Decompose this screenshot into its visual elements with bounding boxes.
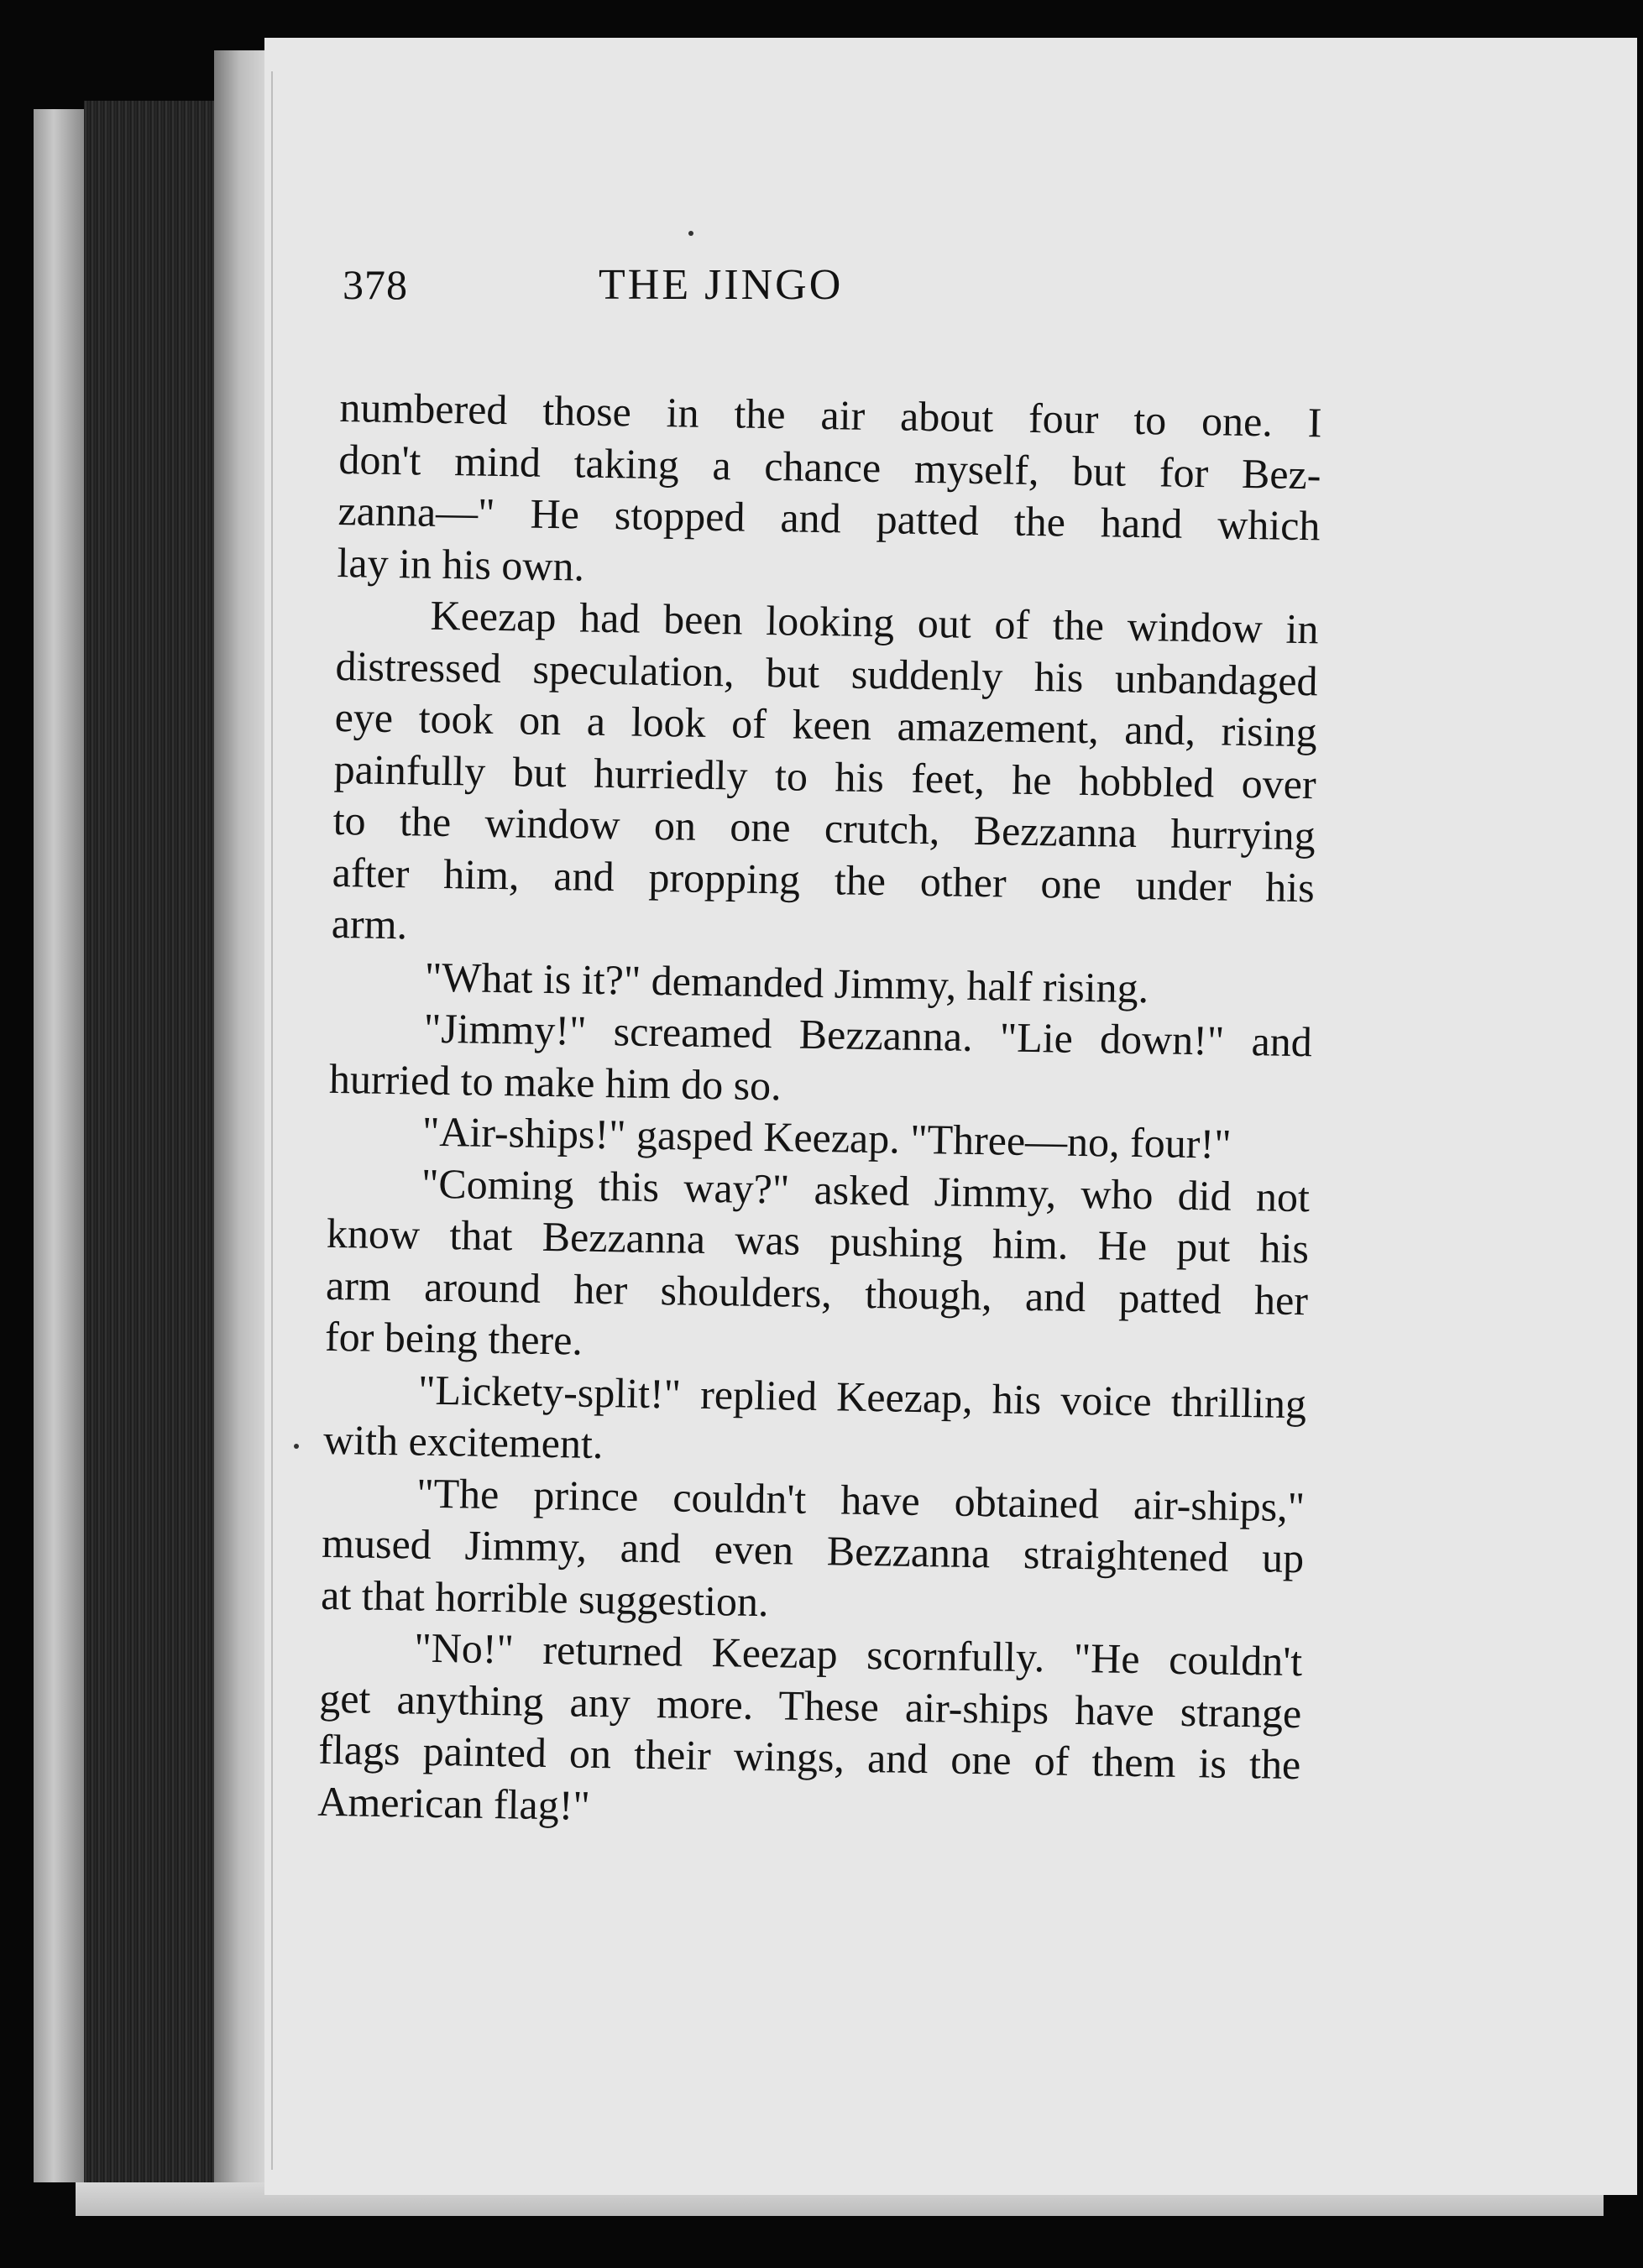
text-line: distressed speculation, but suddenly his unbandaged <box>335 641 1318 704</box>
text-line: numbered those in the air about four to one. I <box>339 383 1322 447</box>
page-number: 378 <box>343 261 408 308</box>
book-page-edges <box>84 101 218 2208</box>
body-text <box>317 382 1322 1842</box>
running-title: THE JINGO <box>599 261 844 309</box>
text-line: eye took on a look of keen amazement, and, rising <box>334 692 1318 756</box>
paragraph <box>323 1362 1307 1481</box>
text-line: zanna—" He stopped and patted the hand which <box>337 486 1321 550</box>
text-line: at that horrible suggestion. <box>320 1570 769 1625</box>
paragraph <box>325 1156 1311 1377</box>
text-line: American flag!" <box>317 1777 591 1829</box>
text-line: "Coming this way?" asked Jimmy, who did not <box>421 1159 1311 1220</box>
text-line: painfully but hurriedly to his feet, he hobbled over <box>333 745 1317 807</box>
page-gutter-line <box>271 71 273 2170</box>
text-line: hurried to make him do so. <box>328 1054 782 1109</box>
scan-speck <box>688 231 693 236</box>
text-line: mused Jimmy, and even Bezzanna straightened up <box>321 1518 1305 1582</box>
book-edge-outer <box>34 109 84 2182</box>
text-line: "Jimmy!" screamed Bezzanna. "Lie down!" and <box>423 1004 1313 1066</box>
running-head <box>343 260 1232 336</box>
text-line: "The prince couldn't have obtained air-ships," <box>416 1469 1306 1530</box>
scan-speck <box>294 1444 299 1449</box>
paragraph <box>328 1001 1312 1120</box>
text-line: after him, and propping the other one under his <box>332 848 1316 911</box>
text-line: get anything any more. These air-ships have strange <box>318 1674 1302 1737</box>
paragraph <box>331 588 1319 965</box>
text-line: to the window on one crutch, Bezzanna hurrying <box>332 796 1316 860</box>
text-line: "What is it?" demanded Jimmy, half rising. <box>424 953 1149 1011</box>
text-line: know that Bezzanna was pushing him. He put his <box>326 1209 1310 1272</box>
text-line: arm. <box>331 899 408 948</box>
text-line: Keezap had been looking out of the window in <box>430 591 1319 653</box>
text-line: flags painted on their wings, and one of them is the <box>317 1725 1301 1789</box>
text-line: lay in his own. <box>337 538 585 590</box>
book-edge-inner <box>214 50 264 2199</box>
text-line: "Air-ships!" gasped Keezap. "Three—no, four!" <box>421 1107 1232 1168</box>
text-line: "No!" returned Keezap scornfully. "He couldn't <box>413 1623 1303 1685</box>
paragraph <box>317 1621 1303 1842</box>
text-line: for being there. <box>324 1312 583 1364</box>
paragraph <box>337 382 1322 604</box>
text-line: with excitement. <box>322 1415 604 1468</box>
text-line: arm around her shoulders, though, and patted her <box>325 1261 1309 1324</box>
text-line: don't mind taking a chance myself, but for Bez- <box>338 435 1321 498</box>
text-line: "Lickety-split!" replied Keezap, his voice thrilling <box>417 1366 1307 1427</box>
paragraph <box>321 1466 1306 1636</box>
